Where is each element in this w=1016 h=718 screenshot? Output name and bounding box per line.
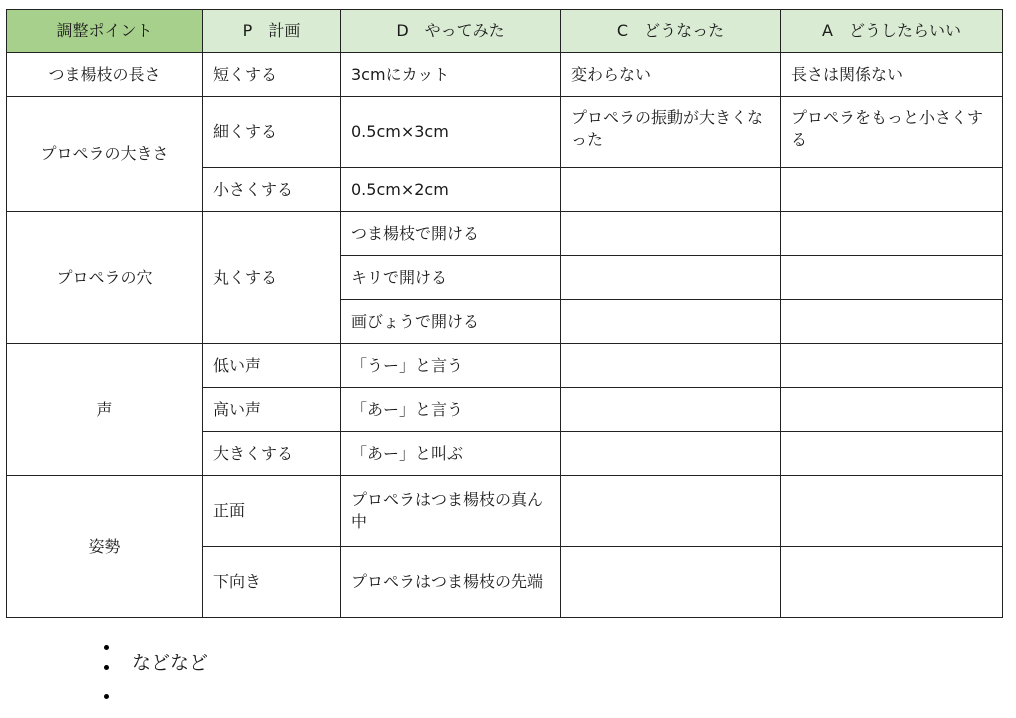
cell-act — [781, 256, 1003, 300]
cell-plan: 小さくする — [203, 168, 341, 212]
cell-check — [561, 256, 781, 300]
cell-plan: 高い声 — [203, 388, 341, 432]
bullet-dot-icon — [104, 694, 109, 699]
cell-act — [781, 547, 1003, 618]
cell-do: 「あー」と叫ぶ — [341, 432, 561, 476]
cell-check — [561, 476, 781, 547]
cell-check — [561, 300, 781, 344]
cell-check — [561, 168, 781, 212]
cell-check — [561, 212, 781, 256]
cell-point: 声 — [7, 344, 203, 476]
cell-do: プロペラはつま楊枝の先端 — [341, 547, 561, 618]
cell-point: プロペラの穴 — [7, 212, 203, 344]
cell-do: プロペラはつま楊枝の真ん中 — [341, 476, 561, 547]
header-plan: P 計画 — [203, 10, 341, 53]
cell-plan: 低い声 — [203, 344, 341, 388]
cell-do: 「あー」と言う — [341, 388, 561, 432]
cell-act: プロペラをもっと小さくする — [781, 97, 1003, 168]
pdca-table — [6, 9, 1003, 618]
cell-check — [561, 547, 781, 618]
cell-plan: 下向き — [203, 547, 341, 618]
table-row — [7, 212, 1003, 256]
cell-do: 0.5cm×2cm — [341, 168, 561, 212]
cell-check — [561, 344, 781, 388]
header-act: A どうしたらいい — [781, 10, 1003, 53]
bullet-dot-icon — [104, 645, 109, 650]
cell-check — [561, 432, 781, 476]
table-row — [7, 97, 1003, 168]
cell-do: 「うー」と言う — [341, 344, 561, 388]
table-row — [7, 53, 1003, 97]
cell-do: 画びょうで開ける — [341, 300, 561, 344]
cell-act: 長さは関係ない — [781, 53, 1003, 97]
header-do: D やってみた — [341, 10, 561, 53]
cell-point: つま楊枝の長さ — [7, 53, 203, 97]
bullet-text: などなど — [132, 652, 209, 674]
cell-do: つま楊枝で開ける — [341, 212, 561, 256]
cell-act — [781, 476, 1003, 547]
cell-act — [781, 344, 1003, 388]
cell-act — [781, 432, 1003, 476]
header-adjust-point: 調整ポイント — [7, 10, 203, 53]
cell-act — [781, 168, 1003, 212]
table-row — [7, 476, 1003, 547]
cell-point: 姿勢 — [7, 476, 203, 618]
table-row — [7, 344, 1003, 388]
cell-point: プロペラの大きさ — [7, 97, 203, 212]
cell-check: 変わらない — [561, 53, 781, 97]
cell-plan: 細くする — [203, 97, 341, 168]
cell-act — [781, 300, 1003, 344]
cell-plan: 大きくする — [203, 432, 341, 476]
cell-check — [561, 388, 781, 432]
cell-do: 0.5cm×3cm — [341, 97, 561, 168]
cell-act — [781, 388, 1003, 432]
cell-plan: 正面 — [203, 476, 341, 547]
bullet-dot-icon — [104, 665, 109, 670]
header-check: C どうなった — [561, 10, 781, 53]
header-row — [7, 10, 1003, 53]
cell-act — [781, 212, 1003, 256]
cell-plan: 丸くする — [203, 212, 341, 344]
cell-check: プロペラの振動が大きくなった — [561, 97, 781, 168]
cell-do: 3cmにカット — [341, 53, 561, 97]
cell-do: キリで開ける — [341, 256, 561, 300]
cell-plan: 短くする — [203, 53, 341, 97]
